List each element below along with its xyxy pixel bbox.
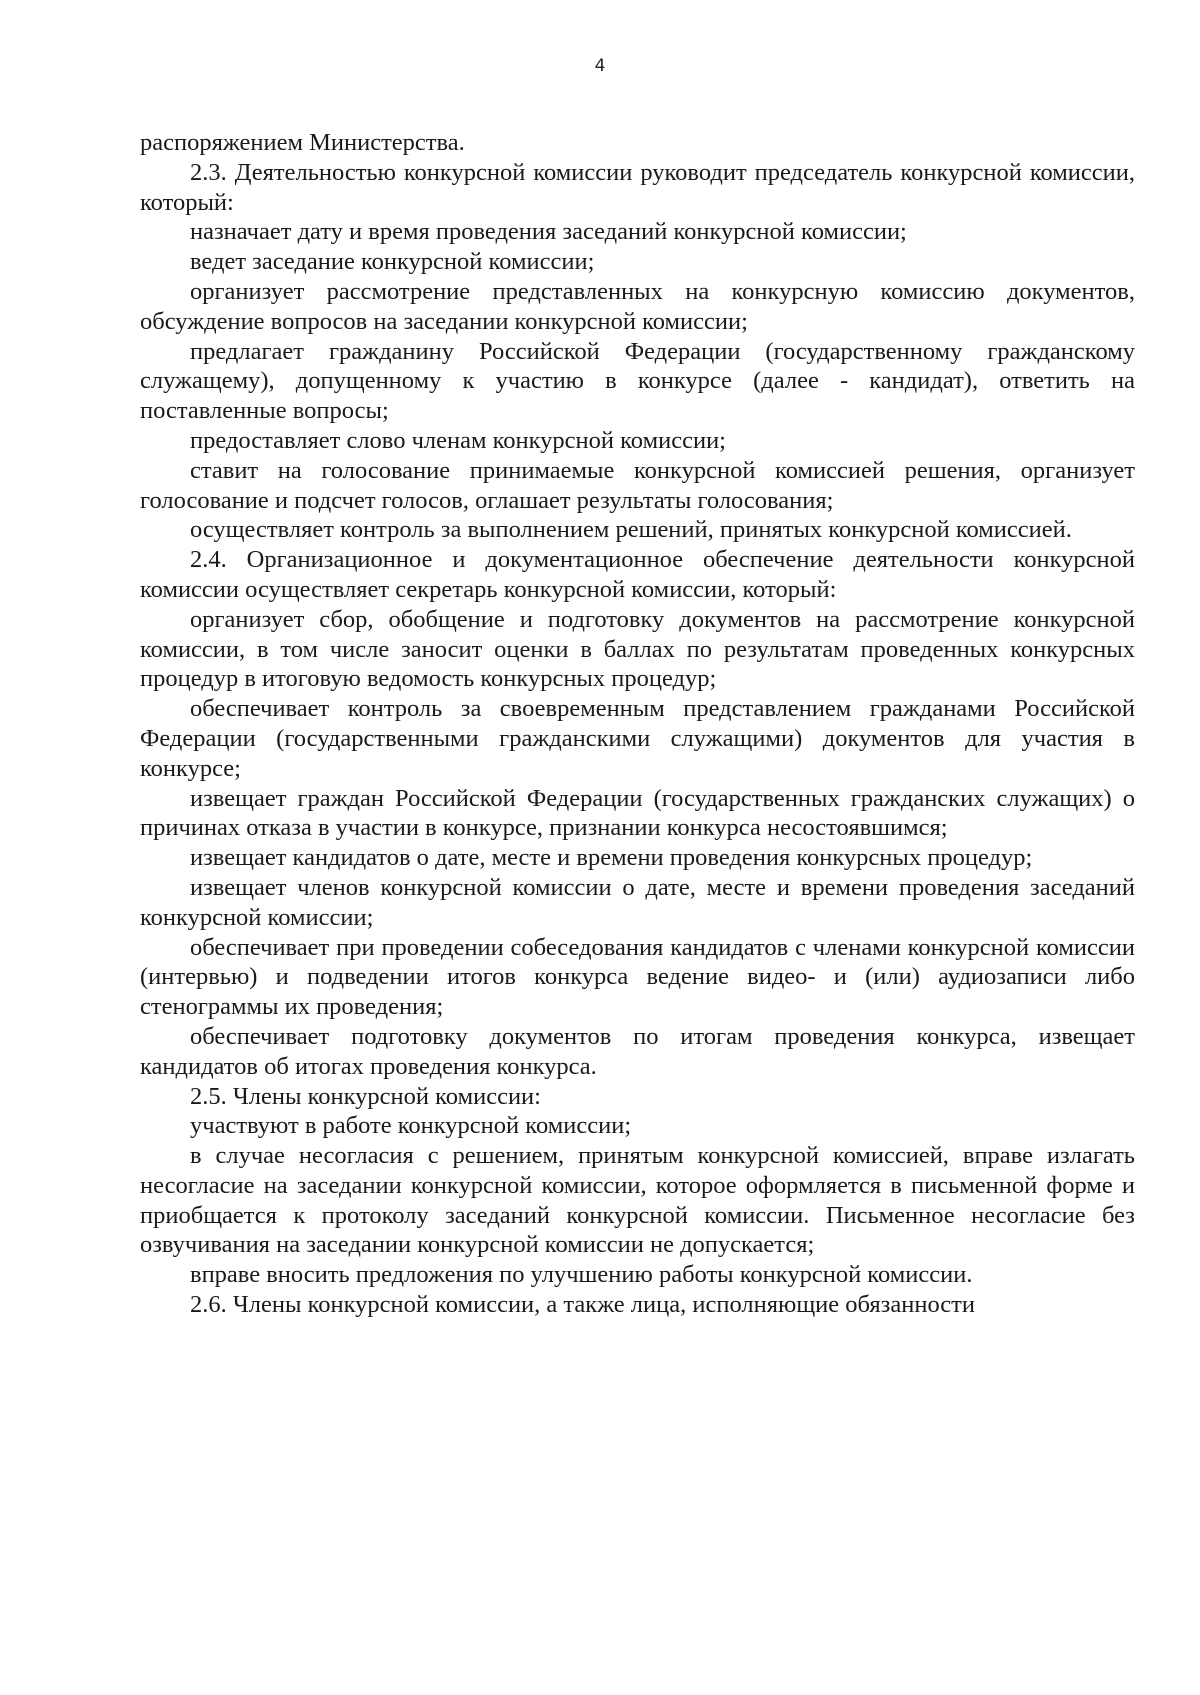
list-item: ставит на голосование принимаемые конкурсной комиссией решения, организует голосование и подсчет голосов, оглашает результаты голосования; (140, 456, 1135, 514)
list-item: назначает дату и время проведения заседаний конкурсной комиссии; (190, 218, 907, 246)
section-2-4-heading: 2.4. Организационное и документационное обеспечение деятельности конкурсной комиссии осуществляет секретарь конкурсной комиссии, который: (140, 546, 1135, 603)
list-item: предлагает гражданину Российской Федерации (государственному гражданскому служащему), допущенному к участию в конкурсе (далее - кандидат), ответить на поставленные вопросы; (140, 337, 1135, 425)
list-item: обеспечивает подготовку документов по итогам проведения конкурса, извещает кандидатов об итогах проведения конкурса. (140, 1022, 1135, 1080)
section-2-5-heading: 2.5. Члены конкурсной комиссии: (190, 1082, 541, 1110)
list-item: извещает членов конкурсной комиссии о дате, месте и времени проведения заседаний конкурсной комиссии; (140, 873, 1135, 931)
section-2-6-heading: 2.6. Члены конкурсной комиссии, а также лица, исполняющие обязанности (190, 1291, 975, 1319)
list-item: организует рассмотрение представленных на конкурсную комиссию документов, обсуждение вопросов на заседании конкурсной комиссии; (140, 277, 1135, 335)
list-item: извещает граждан Российской Федерации (государственных гражданских служащих) о причинах отказа в участии в конкурсе, признании конкурса несостоявшимся; (140, 784, 1135, 842)
paragraph-continuation: распоряжением Министерства. (140, 129, 465, 156)
document-body (140, 128, 1135, 1320)
list-item: организует сбор, обобщение и подготовку документов на рассмотрение конкурсной комиссии, в том числе заносит оценки в баллах по результатам проведенных конкурсных процедур в итоговую ведомость конкурсных процедур; (140, 605, 1135, 693)
page-number: 4 (594, 56, 606, 76)
list-item: ведет заседание конкурсной комиссии; (190, 248, 595, 276)
list-item: вправе вносить предложения по улучшению работы конкурсной комиссии. (190, 1261, 973, 1289)
list-item: обеспечивает при проведении собеседования кандидатов с членами конкурсной комиссии (интервью) и подведении итогов конкурса ведение видео- и (или) аудиозаписи либо стенограммы их проведения; (140, 933, 1135, 1021)
list-item: в случае несогласия с решением, принятым конкурсной комиссией, вправе излагать несогласие на заседании конкурсной комиссии, которое оформляется в письменной форме и приобщается к протоколу заседаний конкурсной комиссии. Письменное несогласие без озвучивания на заседании конкурсной комиссии не допускается; (140, 1142, 1135, 1259)
list-item: извещает кандидатов о дате, месте и времени проведения конкурсных процедур; (190, 844, 1033, 872)
list-item: предоставляет слово членам конкурсной комиссии; (190, 426, 726, 454)
list-item: участвуют в работе конкурсной комиссии; (190, 1112, 632, 1140)
list-item: осуществляет контроль за выполнением решений, принятых конкурсной комиссией. (190, 516, 1072, 544)
section-2-3-heading: 2.3. Деятельностью конкурсной комиссии руководит председатель конкурсной комиссии, который: (140, 158, 1135, 216)
list-item: обеспечивает контроль за своевременным представлением гражданами Российской Федерации (государственными гражданскими служащими) документов для участия в конкурсе; (140, 695, 1135, 782)
